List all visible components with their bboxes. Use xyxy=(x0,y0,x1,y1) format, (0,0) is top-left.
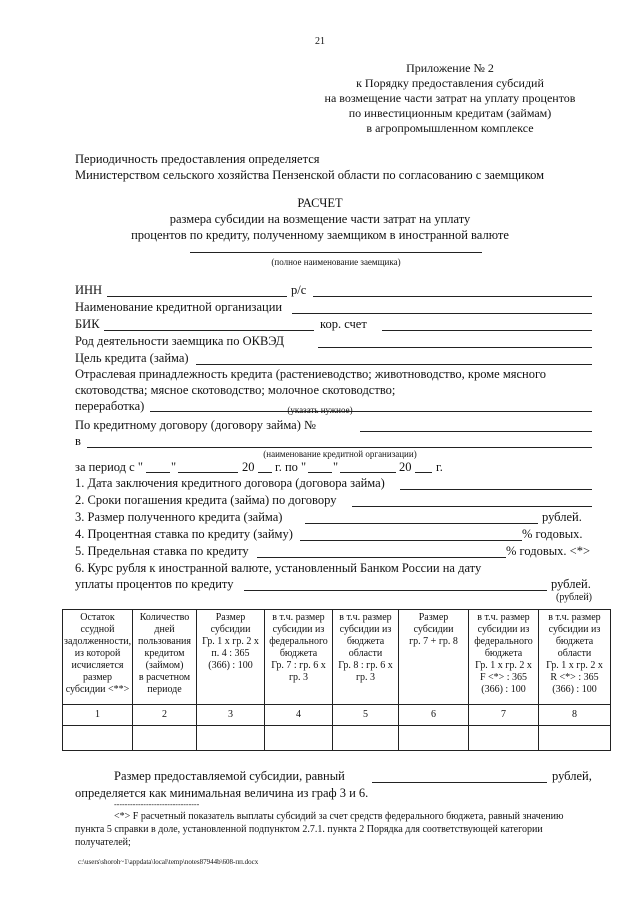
agreement-label: По кредитному договору (договору займа) № xyxy=(75,418,316,432)
table-cell[interactable] xyxy=(63,726,133,751)
result-label: Размер предоставляемой субсидии, равный xyxy=(114,769,345,783)
item-2-field[interactable] xyxy=(352,506,592,507)
credit-org-field[interactable] xyxy=(292,313,592,314)
result-unit: рублей, xyxy=(552,769,592,783)
okved-field[interactable] xyxy=(318,347,592,348)
table-cell[interactable] xyxy=(133,726,197,751)
credit-org-name-field[interactable] xyxy=(87,447,592,448)
appendix-line: Приложение № 2 xyxy=(406,61,494,75)
table-header-row xyxy=(63,610,611,705)
item-6-unit: рублей. xyxy=(551,577,591,591)
period-from-day-field[interactable] xyxy=(146,472,170,473)
column-number: 2 xyxy=(133,705,197,726)
document-title: РАСЧЕТ xyxy=(297,196,343,210)
header-cell: в т.ч. размер субсидии из бюджета области Гр. 1 x гр. 2 x R <*> : 365 (366) : 100 xyxy=(539,610,611,705)
item-1-label: 1. Дата заключения кредитного договора (договора займа) xyxy=(75,476,385,490)
column-number: 4 xyxy=(265,705,333,726)
purpose-label: Цель кредита (займа) xyxy=(75,351,189,365)
item-5-field[interactable] xyxy=(257,557,506,558)
period-to-label: г. по " xyxy=(275,460,307,474)
footnote-line-1: <*> F расчетный показатель выплаты субсидий за счет средств федерального бюджета, равный значению xyxy=(114,811,564,822)
appendix-line: к Порядку предоставления субсидий xyxy=(356,76,544,90)
inn-field[interactable] xyxy=(107,296,287,297)
result-field[interactable] xyxy=(372,782,547,783)
table-cell[interactable] xyxy=(197,726,265,751)
header-cell: Остаток ссудной задолженности, из которой исчисляется размер субсидии <**> xyxy=(63,610,133,705)
account-field[interactable] xyxy=(313,296,592,297)
subsidy-table xyxy=(62,609,611,751)
header-cell: Количество дней пользования кредитом (займом) в расчетном периоде xyxy=(133,610,197,705)
footnote-separator: -------------------------------- xyxy=(114,800,200,809)
header-cell: в т.ч. размер субсидии из федерального бюджета Гр. 7 : гр. 6 x гр. 3 xyxy=(265,610,333,705)
table-units: (рублей) xyxy=(555,592,592,603)
title-line-2: процентов по кредиту, полученному заемщиком в иностранной валюте xyxy=(131,228,509,242)
item-4-unit: % годовых. xyxy=(522,527,583,541)
item-3-field[interactable] xyxy=(305,523,538,524)
item-5-unit: % годовых. <*> xyxy=(506,544,591,558)
appendix-line: на возмещение части затрат на уплату процентов xyxy=(324,91,576,105)
appendix-line: по инвестиционным кредитам (займам) xyxy=(348,106,552,120)
periodicity-line-1: Периодичность предоставления определяется xyxy=(75,152,320,166)
header-cell: Размер субсидии Гр. 1 x гр. 2 x п. 4 : 365 (366) : 100 xyxy=(197,610,265,705)
file-path: c:\users\shoroh~1\appdata\local\temp\notes87944b\608-пп.docx xyxy=(78,858,259,866)
table-cell[interactable] xyxy=(399,726,469,751)
in-label: в xyxy=(75,434,81,448)
page-number: 21 xyxy=(315,36,325,47)
column-number: 3 xyxy=(197,705,265,726)
item-3-unit: рублей. xyxy=(542,510,582,524)
appendix-header xyxy=(0,61,640,136)
item-6-field[interactable] xyxy=(244,590,547,591)
appendix-line: в агропромышленном комплексе xyxy=(366,121,534,135)
industry-line-3: переработка) xyxy=(75,399,145,413)
item-6-line-2: уплаты процентов по кредиту xyxy=(75,577,234,591)
header-cell: в т.ч. размер субсидии из федерального бюджета Гр. 1 x гр. 2 x F <*> : 365 (366) : 100 xyxy=(469,610,539,705)
bik-label: БИК xyxy=(75,317,100,331)
table-cell[interactable] xyxy=(333,726,399,751)
footnote-line-3: получателей; xyxy=(75,837,131,848)
item-6-line-1: 6. Курс рубля к иностранной валюте, установленный Банком России на дату xyxy=(75,561,482,575)
credit-org-label: Наименование кредитной организации xyxy=(75,300,283,314)
period-from-label: за период с " xyxy=(75,460,143,474)
periodicity-line-2: Министерством сельского хозяйства Пензенской области по согласованию с заемщиком xyxy=(75,168,545,182)
item-2-label: 2. Сроки погашения кредита (займа) по договору xyxy=(75,493,337,507)
year-prefix: 20 xyxy=(399,460,412,474)
column-number: 5 xyxy=(333,705,399,726)
item-5-label: 5. Предельная ставка по кредиту xyxy=(75,544,249,558)
specify-caption: (указать нужное) xyxy=(287,405,353,415)
year-suffix: г. xyxy=(436,460,443,474)
table-number-row xyxy=(63,705,611,726)
borrower-caption: (полное наименование заемщика) xyxy=(271,257,401,267)
column-number: 8 xyxy=(539,705,611,726)
item-4-field[interactable] xyxy=(300,540,522,541)
purpose-field[interactable] xyxy=(196,364,592,365)
period-from-month-field[interactable] xyxy=(178,472,238,473)
column-number: 1 xyxy=(63,705,133,726)
corr-account-label: кор. счет xyxy=(320,317,367,331)
borrower-name-field[interactable] xyxy=(190,252,482,253)
table-row xyxy=(63,726,611,751)
table-cell[interactable] xyxy=(469,726,539,751)
period-from-year-field[interactable] xyxy=(258,472,272,473)
title-line-1: размера субсидии на возмещение части затрат на уплату xyxy=(169,212,471,226)
header-cell: в т.ч. размер субсидии из бюджета области Гр. 8 : гр. 6 x гр. 3 xyxy=(333,610,399,705)
industry-line-2: скотоводства; мясное скотоводство; молочное скотоводство; xyxy=(75,383,396,397)
table-cell[interactable] xyxy=(539,726,611,751)
corr-account-field[interactable] xyxy=(382,330,592,331)
item-4-label: 4. Процентная ставка по кредиту (займу) xyxy=(75,527,293,541)
agreement-number-field[interactable] xyxy=(360,431,592,432)
okved-label: Род деятельности заемщика по ОКВЭД xyxy=(75,334,285,348)
period-to-month-field[interactable] xyxy=(340,472,396,473)
bik-field[interactable] xyxy=(104,330,314,331)
credit-org-caption: (наименование кредитной организации) xyxy=(263,449,417,459)
period-to-day-field[interactable] xyxy=(308,472,332,473)
column-number: 7 xyxy=(469,705,539,726)
header-cell: Размер субсидии гр. 7 + гр. 8 xyxy=(399,610,469,705)
column-number: 6 xyxy=(399,705,469,726)
item-3-label: 3. Размер полученного кредита (займа) xyxy=(75,510,283,524)
year-prefix: 20 xyxy=(242,460,255,474)
item-1-field[interactable] xyxy=(400,489,592,490)
industry-line-1: Отраслевая принадлежность кредита (растениеводство; животноводство, кроме мясного xyxy=(75,367,547,381)
inn-label: ИНН xyxy=(75,283,103,297)
table-cell[interactable] xyxy=(265,726,333,751)
period-to-year-field[interactable] xyxy=(415,472,432,473)
account-label: р/с xyxy=(291,283,307,297)
result-line-2: определяется как минимальная величина из граф 3 и 6. xyxy=(75,786,369,800)
footnote-line-2: пункта 5 справки в доле, установленной подпунктом 2.7.1. пункта 2 Порядка для соответствующей категории xyxy=(75,824,543,835)
